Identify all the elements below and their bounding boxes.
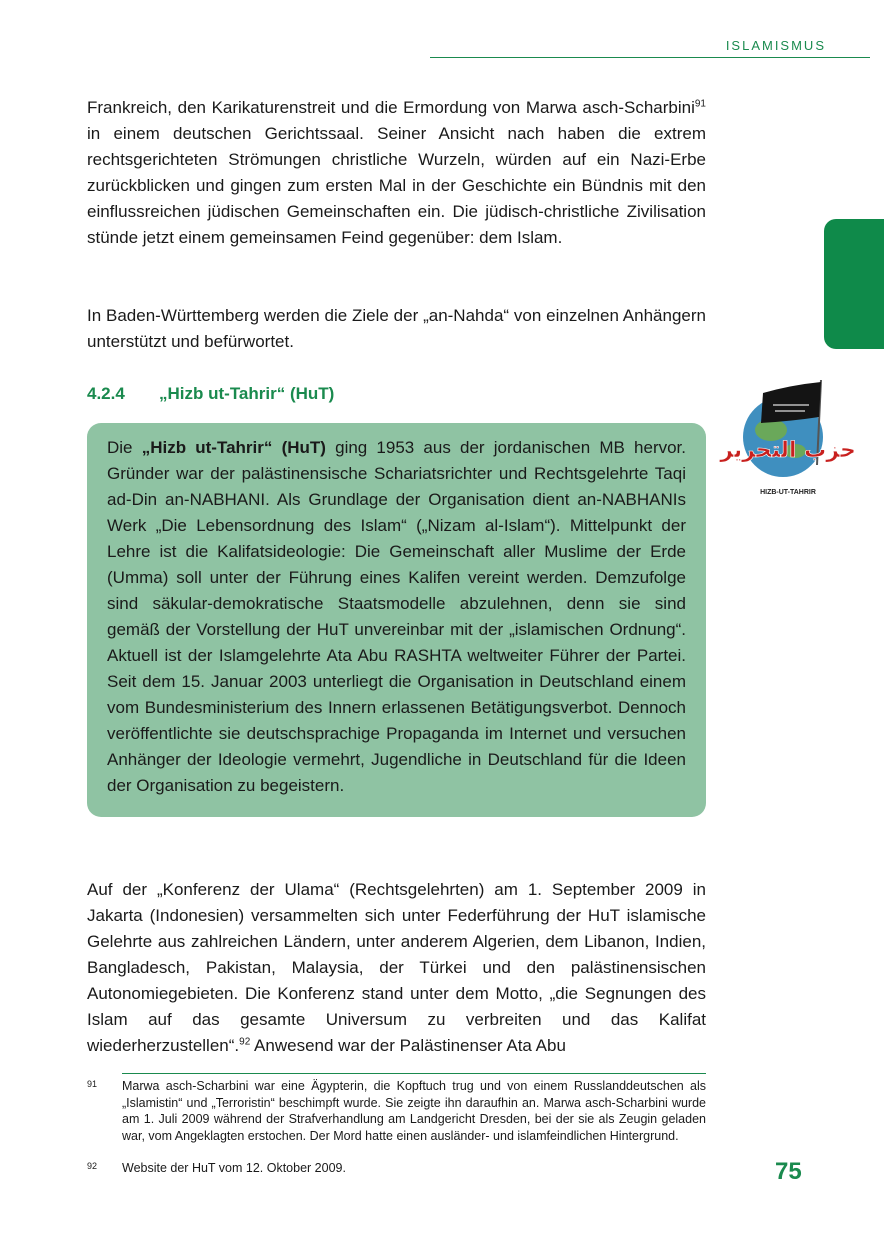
footnote-ref-91[interactable]: 91 [694, 98, 706, 110]
footnote-text: Marwa asch-Scharbini war eine Ägypterin, die Kopftuch trug und von einem Russlanddeutschen als „Islamistin“ und „Terroristin“ beschimpft wurde. Sie zeigte ihn daraufhin an. Marwa asch-Scharbini wurde am 1. Juli 2009 während der Strafverhandlung am Landgericht Dresden, bei der sie als Zeugin geladen war, vom Angeklagten erstochen. Der Mord hatte einen ausländer- und islamfeindlichen Hintergrund. [122, 1079, 706, 1143]
info-box-text: ging 1953 aus der jordanischen MB hervor. Gründer war der palästinensische Schariatsrichter und Rechtsgelehrte Taqi ad-Din an-NABHANI. Als Grundlage der Organisation dient an-NABHANIs Werk „Die Lebensordnung des Islam“ („Nizam al-Islam“). Mittelpunkt der Lehre ist die Kalifatsideologie: Die Gemeinschaft aller Muslime der Erde (Umma) soll unter der Führung eines Kalifen vereint werden. Demzufolge sind säkular-demokratische Staatsmodelle abzulehnen, denn sie sind gemäß der Vorstellung der HuT unvereinbar mit der „islamischen Ordnung“. Aktuell ist der Islamgelehrte Ata Abu RASHTA weltweiter Führer der Partei. Seit dem 15. Januar 2003 unterliegt die Organisation in Deutschland einem vom Bundesministerium des Innern erlassenen Betätigungsverbot. Dennoch veröffentlichte sie deutschsprachige Propaganda im Internet und versuchen Anhänger der Ideologie vermehrt, Jugendliche in Deutschland für die Ideen der Organisation zu begeistern. [107, 438, 686, 795]
section-label: ISLAMISMUS [725, 38, 826, 53]
section-heading [87, 384, 334, 404]
footnote-number: 91 [87, 1079, 98, 1089]
section-title: „Hizb ut-Tahrir“ (HuT) [159, 384, 335, 403]
footnote-number: 92 [87, 1161, 98, 1171]
emblem-arabic-text: حزب التحرير [720, 438, 856, 463]
header-divider [430, 57, 870, 58]
paragraph-2: In Baden-Württemberg werden die Ziele der „an-Nahda“ von einzelnen Anhängern unterstützt und befürwortet. [87, 306, 706, 351]
footnote-91 [87, 1078, 706, 1144]
paragraph-3-end: Anwesend war der Palästinenser Ata Abu [250, 1036, 566, 1055]
footnote-ref-92[interactable]: 92 [239, 1036, 251, 1048]
page-number: 75 [775, 1158, 802, 1185]
hizb-ut-tahrir-emblem [720, 375, 856, 500]
black-flag-icon [761, 382, 821, 423]
section-number: 4.2.4 [87, 384, 125, 403]
info-box [87, 423, 706, 817]
paragraph-1-end: in einem deutschen Gerichtssaal. Seiner Ansicht nach haben die extrem rechtsgerichteten Strömungen christliche Wurzeln, würden auf ein Nazi-Erbe zurückblicken und gingen zum ersten Mal in der Geschichte ein Bündnis mit den einflussreichen jüdischen Gemeinschaften ein. Die jüdisch-christliche Zivilisation stünde jetzt einem gemeinsamen Feind gegenüber: dem Islam. [87, 124, 706, 247]
footnote-divider [122, 1073, 706, 1074]
paragraph-1-start: Frankreich, den Karikaturenstreit und die Ermordung von Marwa asch-Scharbini [87, 98, 695, 117]
paragraph-3 [87, 877, 706, 1059]
footnote-92 [87, 1160, 706, 1177]
info-box-term: „Hizb ut-Tahrir“ (HuT) [141, 438, 326, 457]
footnote-text: Website der HuT vom 12. Oktober 2009. [122, 1161, 346, 1175]
chapter-tab [824, 219, 884, 349]
info-box-lead: Die [107, 438, 142, 457]
emblem-caption: HIZB-UT-TAHRIR [760, 489, 816, 496]
paragraph-1 [87, 95, 706, 251]
paragraph-3-start: Auf der „Konferenz der Ulama“ (Rechtsgelehrten) am 1. September 2009 in Jakarta (Indonesien) versammelten sich unter Federführung der HuT islamische Gelehrte aus zahlreichen Ländern, unter anderem Algerien, dem Libanon, Indien, Bangladesch, Pakistan, Malaysia, der Türkei und den palästinensischen Autonomiegebieten. Die Konferenz stand unter dem Motto, „die Segnungen des Islam auf das gesamte Universum zu verbreiten und das Kalifat wiederherzustellen“. [87, 880, 706, 1055]
